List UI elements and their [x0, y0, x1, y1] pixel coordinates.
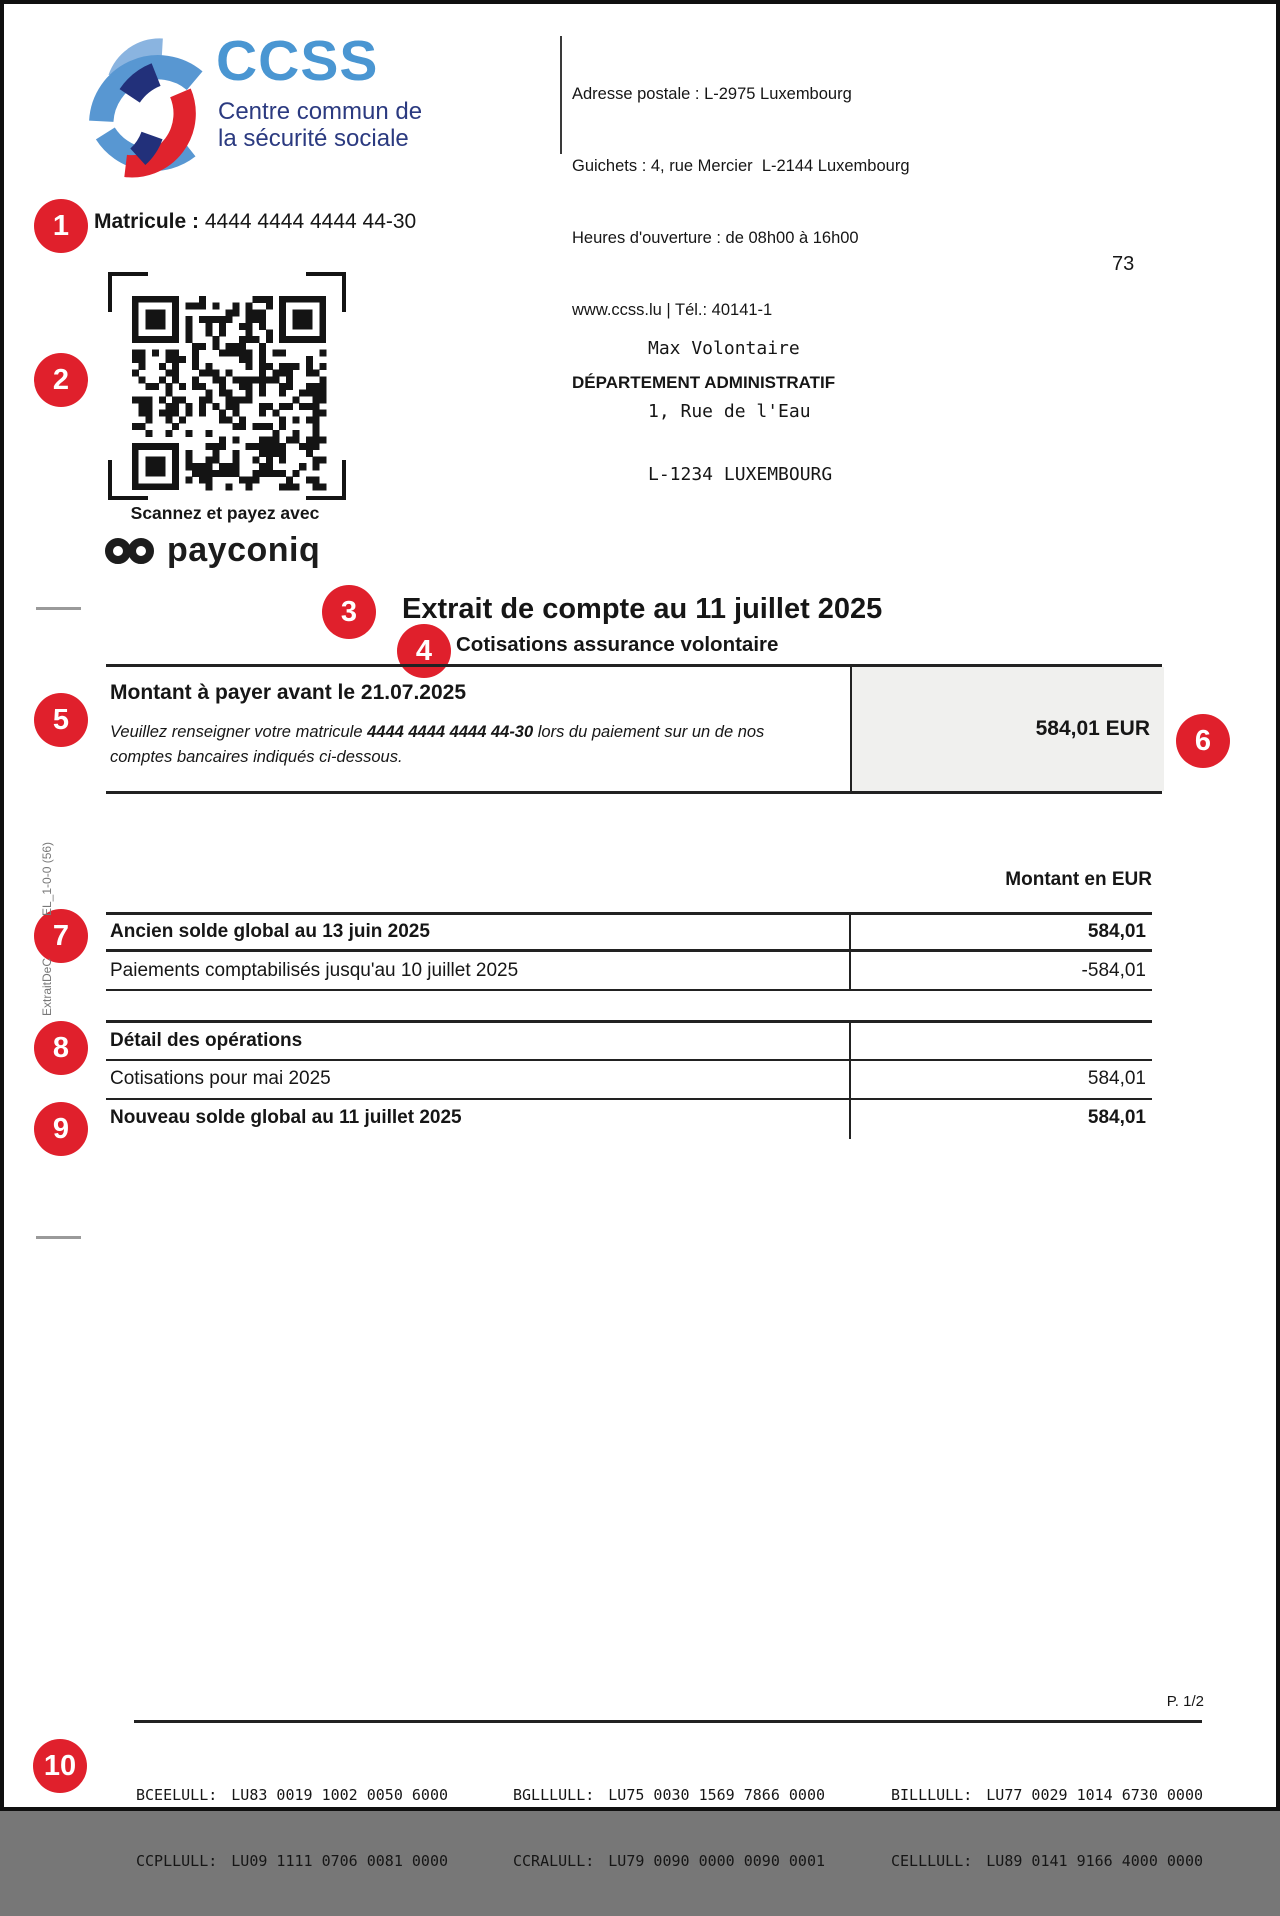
- bank-iban: LU09 1111 0706 0081 0000: [231, 1852, 449, 1870]
- matricule-label: Matricule :: [94, 210, 200, 233]
- bank-iban: LU77 0029 1014 6730 0000: [986, 1786, 1204, 1804]
- doc-ref-vertical-upper: EL_1-0-0 (56): [40, 841, 54, 916]
- bank-column-2: [513, 1740, 825, 1916]
- amount-due: 584,01 EUR: [1035, 717, 1150, 740]
- bank-code: CCPLLULL:: [136, 1852, 218, 1870]
- fold-mark-bottom: [36, 1236, 81, 1239]
- payment-box: [106, 664, 1162, 794]
- bank-column-1: [136, 1740, 448, 1916]
- annotation-badge-7: 7: [34, 909, 88, 963]
- annotation-badge-1: 1: [34, 199, 88, 253]
- bank-line: [891, 1784, 1203, 1806]
- annotation-badge-2: 2: [34, 353, 88, 407]
- annotation-badge-8: 8: [34, 1021, 88, 1075]
- recipient-street: 1, Rue de l'Eau: [648, 401, 811, 422]
- bank-code: BCEELULL:: [136, 1786, 218, 1804]
- payment-note: Veuillez renseigner votre matricule 4444 4444 4444 44-30 lors du paiement sur un de nos comptes bancaires indiqués ci-dessous.: [110, 723, 765, 766]
- payments-label: Paiements comptabilisés jusqu'au 10 juillet 2025: [110, 960, 519, 981]
- bank-iban: LU83 0019 1002 0050 6000: [231, 1786, 449, 1804]
- ccss-logo-icon: [88, 38, 212, 172]
- payment-deadline-heading: Montant à payer avant le 21.07.2025: [110, 681, 467, 704]
- annotation-badge-5: 5: [34, 693, 88, 747]
- new-balance-label: Nouveau solde global au 11 juillet 2025: [110, 1107, 462, 1128]
- table-rule: [106, 1098, 1152, 1100]
- postal-address: Adresse postale : L-2975 Luxembourg: [572, 85, 852, 103]
- bank-column-3: [891, 1740, 1203, 1916]
- bank-line: [513, 1784, 825, 1806]
- fold-mark-top: [36, 607, 81, 610]
- bank-code: BILLLULL:: [891, 1786, 973, 1804]
- qr-caption: Scannez et payez avec: [130, 503, 320, 523]
- table-rule: [106, 989, 1152, 991]
- bank-code: BGLLLULL:: [513, 1786, 595, 1804]
- amount-due-cell: [850, 667, 1164, 791]
- brand-name: CCSS: [216, 29, 379, 93]
- page-indicator: P. 1/2: [1166, 1693, 1204, 1710]
- payconiq-logo: [104, 531, 320, 570]
- counters-address: Guichets : 4, rue Mercier L-2144 Luxembourg: [572, 157, 910, 175]
- bank-code: CCRALULL:: [513, 1852, 595, 1870]
- recipient-name: Max Volontaire: [648, 338, 800, 359]
- bank-code: CELLLULL:: [891, 1852, 973, 1870]
- payment-note-matricule: 4444 4444 4444 44-30: [367, 723, 534, 741]
- footer-rule: [134, 1720, 1202, 1723]
- bank-line: [891, 1850, 1203, 1872]
- doc-ref-vertical-lower: ExtraitDeC: [40, 957, 54, 1016]
- annotation-badge-3: 3: [322, 585, 376, 639]
- statement-subtitle: Cotisations assurance volontaire: [456, 633, 779, 656]
- matricule-value: 4444 4444 4444 44-30: [204, 210, 417, 233]
- qr-code: [132, 296, 326, 490]
- matricule-line: [94, 210, 416, 234]
- contact-divider: [560, 36, 562, 154]
- table-rule: [106, 912, 1152, 915]
- opening-hours: Heures d'ouverture : de 08h00 à 16h00: [572, 229, 859, 247]
- department-name: DÉPARTEMENT ADMINISTRATIF: [572, 373, 836, 392]
- bank-iban: LU79 0090 0000 0090 0001: [608, 1852, 826, 1870]
- website-phone: www.ccss.lu | Tél.: 40141-1: [572, 301, 773, 319]
- annotation-badge-9: 9: [34, 1102, 88, 1156]
- table-divider: [849, 1020, 851, 1139]
- table-divider: [849, 912, 851, 991]
- payments-value: -584,01: [1081, 960, 1146, 981]
- contribution-label: Cotisations pour mai 2025: [110, 1068, 331, 1089]
- table-rule: [106, 1059, 1152, 1061]
- contribution-value: 584,01: [1087, 1068, 1146, 1089]
- recipient-address: [648, 296, 832, 527]
- brand-tagline: Centre commun de la sécurité sociale: [218, 98, 423, 152]
- old-balance-value: 584,01: [1087, 921, 1146, 942]
- bank-line: [513, 1850, 825, 1872]
- operations-heading: Détail des opérations: [110, 1030, 303, 1051]
- sheet-number: 73: [1112, 253, 1135, 275]
- table-rule: [106, 1020, 1152, 1023]
- payconiq-wordmark: payconiq: [167, 531, 321, 569]
- annotation-badge-4: 4: [397, 624, 451, 678]
- table-rule: [106, 949, 1152, 952]
- amount-column-header: Montant en EUR: [1005, 869, 1152, 890]
- bank-line: [136, 1784, 448, 1806]
- bank-iban: LU89 0141 9166 4000 0000: [986, 1852, 1204, 1870]
- annotation-badge-10: 10: [33, 1739, 87, 1793]
- bank-iban: LU75 0030 1569 7866 0000: [608, 1786, 826, 1804]
- bank-line: [136, 1850, 448, 1872]
- payconiq-infinity-icon: [104, 533, 158, 569]
- old-balance-label: Ancien solde global au 13 juin 2025: [110, 921, 430, 942]
- annotation-badge-6: 6: [1176, 714, 1230, 768]
- recipient-city: L-1234 LUXEMBOURG: [648, 464, 833, 485]
- statement-title: Extrait de compte au 11 juillet 2025: [402, 593, 883, 625]
- new-balance-value: 584,01: [1087, 1107, 1146, 1128]
